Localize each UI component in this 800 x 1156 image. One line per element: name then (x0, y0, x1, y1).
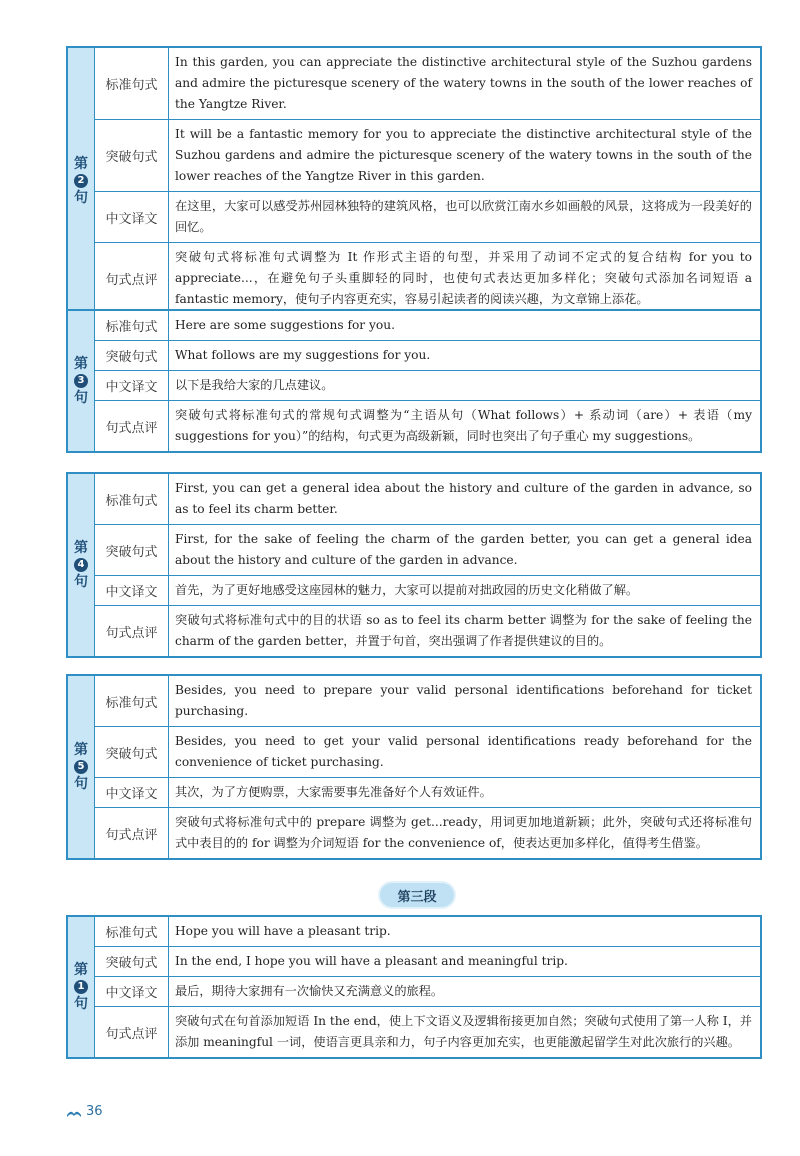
text-standard: First, you can get a general idea about the history and culture of the garden in advance, so as to feel its charm better. (175, 481, 752, 516)
label-translation: 中文译文 (95, 576, 169, 605)
sentence-number-label (68, 676, 95, 858)
side-prefix: 第 (74, 962, 88, 978)
text-standard: Besides, you need to prepare your valid personal identifications beforehand for ticket purchasing. (175, 683, 752, 718)
sentence-block-3 (66, 309, 762, 453)
text-translation: 在这里，大家可以感受苏州园林独特的建筑风格，也可以欣赏江南水乡如画般的风景，这将成为一段美好的回忆。 (175, 199, 752, 234)
label-standard: 标准句式 (95, 676, 169, 726)
label-standard: 标准句式 (95, 48, 169, 119)
text-comment: 突破句式将标准句式的常规句式调整为“主语从句（What follows）+ 系动词（are）+ 表语（my suggestions for you）”的结构，句式更为高级新颖，同时也突出了句子重心 my suggestions。 (175, 408, 752, 443)
book-icon (66, 1106, 82, 1118)
text-breakthrough: What follows are my suggestions for you. (175, 348, 431, 362)
page-number: 36 (86, 1104, 103, 1119)
sentence-block-2 (66, 46, 762, 316)
sentence-number: 3 (74, 374, 88, 388)
label-standard: 标准句式 (95, 917, 169, 946)
text-standard: Here are some suggestions for you. (175, 318, 395, 332)
label-breakthrough: 突破句式 (95, 341, 169, 370)
text-translation: 最后，期待大家拥有一次愉快又充满意义的旅程。 (175, 984, 444, 998)
section-title-badge: 第三段 (380, 883, 454, 907)
sentence-number: 5 (74, 760, 88, 774)
text-standard: In this garden, you can appreciate the distinctive architectural style of the Suzhou gardens and admire the picturesque scenery of the watery towns in the south of the lower reaches of the Yangtze River. (175, 55, 752, 111)
label-translation: 中文译文 (95, 778, 169, 807)
text-breakthrough: In the end, I hope you will have a pleasant and meaningful trip. (175, 954, 568, 968)
row-translation (95, 371, 760, 401)
row-comment (95, 401, 760, 451)
sentence-number-label (68, 48, 95, 314)
text-comment: 突破句式将标准句式中的 prepare 调整为 get...ready，用词更加地道新颖；此外，突破句式还将标准句式中表目的的 for 调整为介词短语 for the convenience of，使表达更加多样化，值得考生借鉴。 (175, 815, 752, 850)
row-translation (95, 576, 760, 606)
row-translation (95, 192, 760, 243)
label-breakthrough: 突破句式 (95, 727, 169, 777)
row-translation (95, 778, 760, 808)
row-standard (95, 917, 760, 947)
label-comment: 句式点评 (95, 808, 169, 858)
text-translation: 首先，为了更好地感受这座园林的魅力，大家可以提前对拙政园的历史文化稍做了解。 (175, 583, 639, 597)
sentence-number: 4 (74, 558, 88, 572)
sentence-block-5 (66, 674, 762, 860)
label-breakthrough: 突破句式 (95, 525, 169, 575)
text-translation: 以下是我给大家的几点建议。 (175, 378, 334, 392)
text-breakthrough: Besides, you need to get your valid personal identifications ready beforehand for the convenience of ticket purchasing. (175, 734, 752, 769)
row-comment (95, 606, 760, 656)
label-translation: 中文译文 (95, 192, 169, 242)
text-standard: Hope you will have a pleasant trip. (175, 924, 391, 938)
side-prefix: 第 (74, 742, 88, 758)
row-breakthrough (95, 525, 760, 576)
text-translation: 其次，为了方便购票，大家需要事先准备好个人有效证件。 (175, 785, 492, 799)
label-comment: 句式点评 (95, 243, 169, 314)
sentence-number-label (68, 917, 95, 1057)
text-comment: 突破句式在句首添加短语 In the end，使上下文语义及逻辑衔接更加自然；突破句式使用了第一人称 I，并添加 meaningful 一词，使语言更具亲和力，句子内容更加充实，也更能激起留学生对此次旅行的兴趣。 (175, 1014, 752, 1049)
side-prefix: 第 (74, 156, 88, 172)
sentence-number: 2 (74, 174, 88, 188)
row-breakthrough (95, 727, 760, 778)
side-suffix: 句 (74, 574, 88, 590)
label-standard: 标准句式 (95, 474, 169, 524)
sentence-number-label (68, 311, 95, 451)
label-translation: 中文译文 (95, 371, 169, 400)
side-prefix: 第 (74, 540, 88, 556)
side-suffix: 句 (74, 190, 88, 206)
row-comment (95, 1007, 760, 1057)
text-comment: 突破句式将标准句式调整为 It 作形式主语的句型，并采用了动词不定式的复合结构 for you to appreciate...，在避免句子头重脚轻的同时，也使句式表达更加多样化；突破句式添加名词短语 a fantastic memory，使句子内容更充实，容易引起读者的阅读兴趣，为文章锦上添花。 (175, 250, 752, 306)
row-standard (95, 48, 760, 120)
sentence-block-1 (66, 915, 762, 1059)
label-comment: 句式点评 (95, 606, 169, 656)
label-translation: 中文译文 (95, 977, 169, 1006)
sentence-number: 1 (74, 980, 88, 994)
side-suffix: 句 (74, 776, 88, 792)
row-standard (95, 311, 760, 341)
row-comment (95, 243, 760, 314)
row-standard (95, 676, 760, 727)
text-breakthrough: It will be a fantastic memory for you to appreciate the distinctive architectural style of the Suzhou gardens and admire the picturesque scenery of the watery towns in the south of the lower reaches of the Yangtze River in this garden. (175, 127, 752, 183)
label-comment: 句式点评 (95, 1007, 169, 1057)
side-prefix: 第 (74, 356, 88, 372)
label-breakthrough: 突破句式 (95, 947, 169, 976)
label-breakthrough: 突破句式 (95, 120, 169, 191)
row-breakthrough (95, 341, 760, 371)
text-breakthrough: First, for the sake of feeling the charm of the garden better, you can get a general idea about the history and culture of the garden in advance. (175, 532, 752, 567)
label-standard: 标准句式 (95, 311, 169, 340)
row-standard (95, 474, 760, 525)
page-number-footer (66, 1104, 103, 1119)
row-breakthrough (95, 120, 760, 192)
sentence-block-4 (66, 472, 762, 658)
label-comment: 句式点评 (95, 401, 169, 451)
text-comment: 突破句式将标准句式中的目的状语 so as to feel its charm better 调整为 for the sake of feeling the charm of the garden better，并置于句首，突出强调了作者提供建议的目的。 (175, 613, 752, 648)
row-translation (95, 977, 760, 1007)
side-suffix: 句 (74, 390, 88, 406)
sentence-number-label (68, 474, 95, 656)
row-comment (95, 808, 760, 858)
row-breakthrough (95, 947, 760, 977)
side-suffix: 句 (74, 996, 88, 1012)
